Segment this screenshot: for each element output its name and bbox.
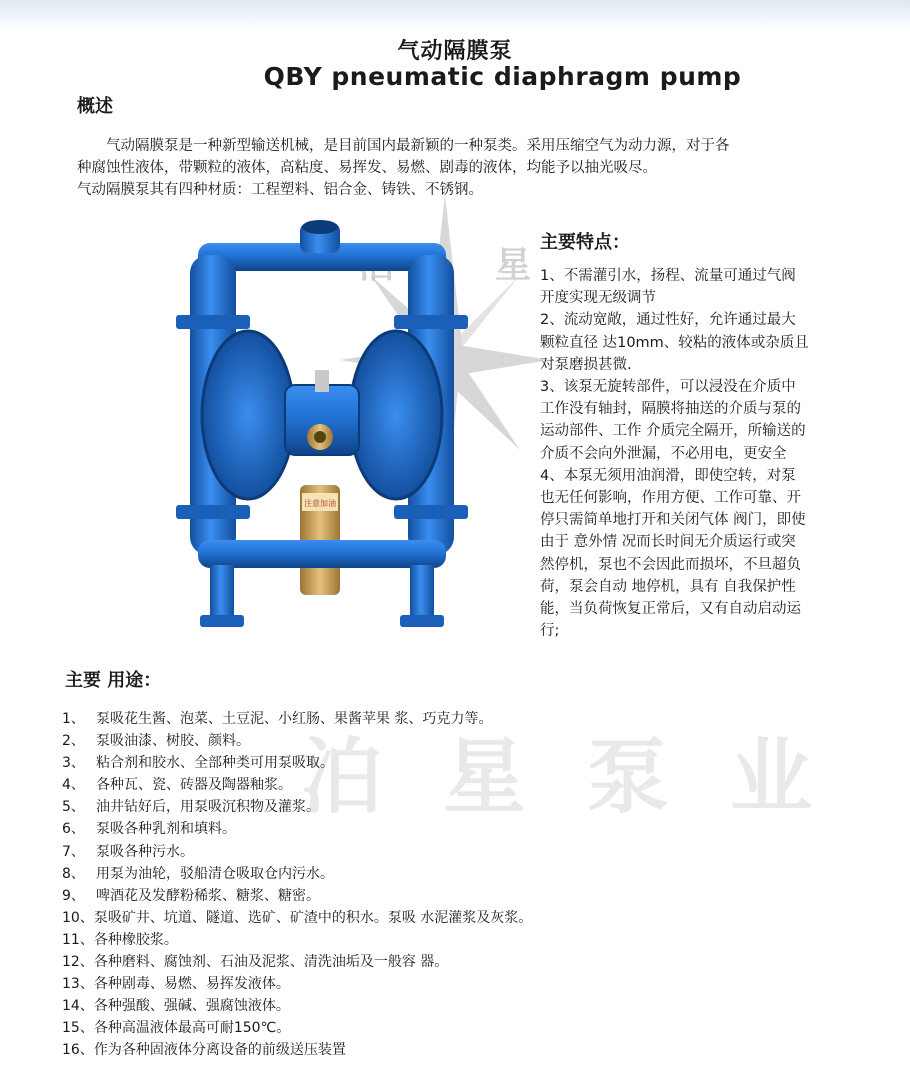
list-item — [62, 863, 862, 885]
overview-heading: 概述 — [77, 96, 113, 117]
item-text: 泵吸各种污水。 — [96, 843, 194, 860]
features-heading: 主要特点： — [540, 232, 630, 253]
list-item — [62, 774, 862, 796]
feature-line: 然停机，泵也不会因此而损坏，不旦超负 — [540, 556, 801, 573]
item-number: 14、 — [62, 998, 94, 1015]
uses-heading: 主要 用途： — [65, 670, 162, 691]
item-text: 油井钻好后，用泵吸沉积物及灌浆。 — [96, 799, 320, 816]
item-text: 各种强酸、强碱、强腐蚀液体。 — [93, 998, 290, 1015]
feature-line: 颗粒直径 达10mm、较粘的液体或杂质且 — [540, 334, 809, 351]
list-item — [62, 708, 862, 730]
list-item — [62, 752, 862, 774]
item-number: 8、 — [62, 865, 85, 882]
watermark-char: 星 — [443, 730, 534, 825]
item-number: 4、 — [62, 777, 85, 794]
feature-line: 3、该泵无旋转部件，可以浸没在介质中 — [540, 379, 796, 396]
uses-list — [62, 708, 862, 1062]
overview-text — [77, 135, 867, 201]
feature-line: 开度实现无级调节 — [540, 290, 656, 307]
item-text: 各种磨料、腐蚀剂、石油及泥浆、清洗油垢及一般容 器。 — [93, 954, 449, 971]
list-item — [62, 973, 862, 995]
item-text: 各种瓦、瓷、砖器及陶器釉浆。 — [96, 777, 292, 794]
item-number: 5、 — [62, 799, 85, 816]
list-item — [62, 995, 862, 1017]
top-band — [0, 0, 910, 28]
diaphragm-pump-image — [170, 215, 475, 635]
list-item — [62, 796, 862, 818]
item-text: 粘合剂和胶水、全部种类可用泵吸取。 — [96, 755, 334, 772]
feature-line: 行; — [540, 623, 560, 640]
feature-line: 荷，泵会自动 地停机，具有 自我保护性 — [540, 578, 796, 595]
item-number: 13、 — [62, 976, 94, 993]
item-text: 泵吸各种乳剂和填料。 — [96, 821, 236, 838]
overview-paragraph-2: 气动隔膜泵其有四种材质：工程塑料、铝合金、铸铁、不锈钢。 — [77, 182, 483, 198]
feature-line: 由于 意外情 况而长时间无介质运行或突 — [540, 534, 796, 551]
feature-line: 对泵磨损甚微. — [540, 356, 632, 373]
item-number: 12、 — [62, 954, 94, 971]
list-item — [62, 1017, 862, 1039]
emblem-char-2: 星 — [495, 245, 532, 286]
list-item — [62, 929, 862, 951]
item-number: 15、 — [62, 1020, 94, 1037]
item-number: 11、 — [62, 931, 94, 948]
feature-line: 工作没有轴封，隔膜将抽送的介质与泵的 — [540, 401, 801, 418]
item-number: 10、 — [62, 909, 94, 926]
item-text: 泵吸油漆、树胶、颜料。 — [96, 733, 250, 750]
feature-line: 也无任何影响，作用方便、工作可靠、开 — [540, 490, 801, 507]
item-text: 各种剧毒、易燃、易挥发液体。 — [93, 976, 290, 993]
item-number: 2、 — [62, 733, 85, 750]
feature-line: 1、不需灌引水，扬程、流量可通过气阀 — [540, 268, 796, 284]
item-text: 泵吸矿井、坑道、隧道、选矿、矿渣中的积水。泵吸 水泥灌浆及灰浆。 — [93, 909, 533, 926]
feature-line: 2、流动宽敞，通过性好，允许通过最大 — [540, 312, 796, 329]
list-item — [62, 818, 862, 840]
features-list — [540, 265, 865, 642]
item-text: 作为各种固液体分离设备的前级送压装置 — [93, 1042, 346, 1059]
item-text: 各种高温液体最高可耐150℃。 — [93, 1020, 291, 1037]
list-item — [62, 1039, 862, 1061]
list-item — [62, 907, 862, 929]
list-item — [62, 730, 862, 752]
item-text: 啤酒花及发酵粉稀浆、糖浆、糖密。 — [96, 887, 320, 904]
watermark-char: 泊 — [300, 730, 391, 825]
item-number: 3、 — [62, 755, 85, 772]
feature-line: 介质不会向外泄漏，不必用电，更安全 — [540, 445, 787, 462]
overview-paragraph-line-1: 气动隔膜泵是一种新型输送机械，是目前国内最新颖的一种泵类。采用压缩空气为动力源，对于各 — [106, 138, 730, 154]
item-number: 7、 — [62, 843, 85, 860]
feature-line: 运动部件、工作 介质完全隔开，所输送的 — [540, 423, 806, 440]
item-text: 用泵为油轮，驳船清仓吸取仓内污水。 — [96, 865, 334, 882]
item-number: 1、 — [62, 711, 85, 727]
page-title-cn: 气动隔膜泵 — [397, 39, 513, 64]
overview-paragraph-line-2: 种腐蚀性液体，带颗粒的液体，高粘度、易挥发、易燃、剧毒的液体，均能予以抽光吸尽。 — [77, 160, 657, 176]
watermark-char: 泵 — [586, 730, 677, 825]
feature-line: 4、本泵无须用油润滑，即使空转，对泵 — [540, 467, 796, 484]
watermark-char: 业 — [729, 730, 820, 825]
muffler-label: 注意加油 — [304, 499, 336, 508]
page-title-en: QBY pneumatic diaphragm pump — [263, 62, 742, 91]
item-number: 9、 — [62, 887, 85, 904]
feature-line: 停只需简单地打开和关闭气体 阀门，即使 — [540, 512, 806, 529]
item-number: 6、 — [62, 821, 85, 838]
feature-line: 能，当负荷恢复正常后，又有自动启动运 — [540, 601, 801, 618]
list-item — [62, 885, 862, 907]
item-number: 16、 — [62, 1042, 94, 1059]
item-text: 泵吸花生酱、泡菜、土豆泥、小红肠、果酱苹果 浆、巧克力等。 — [96, 711, 493, 727]
item-text: 各种橡胶浆。 — [93, 931, 178, 948]
list-item — [62, 841, 862, 863]
list-item — [62, 951, 862, 973]
